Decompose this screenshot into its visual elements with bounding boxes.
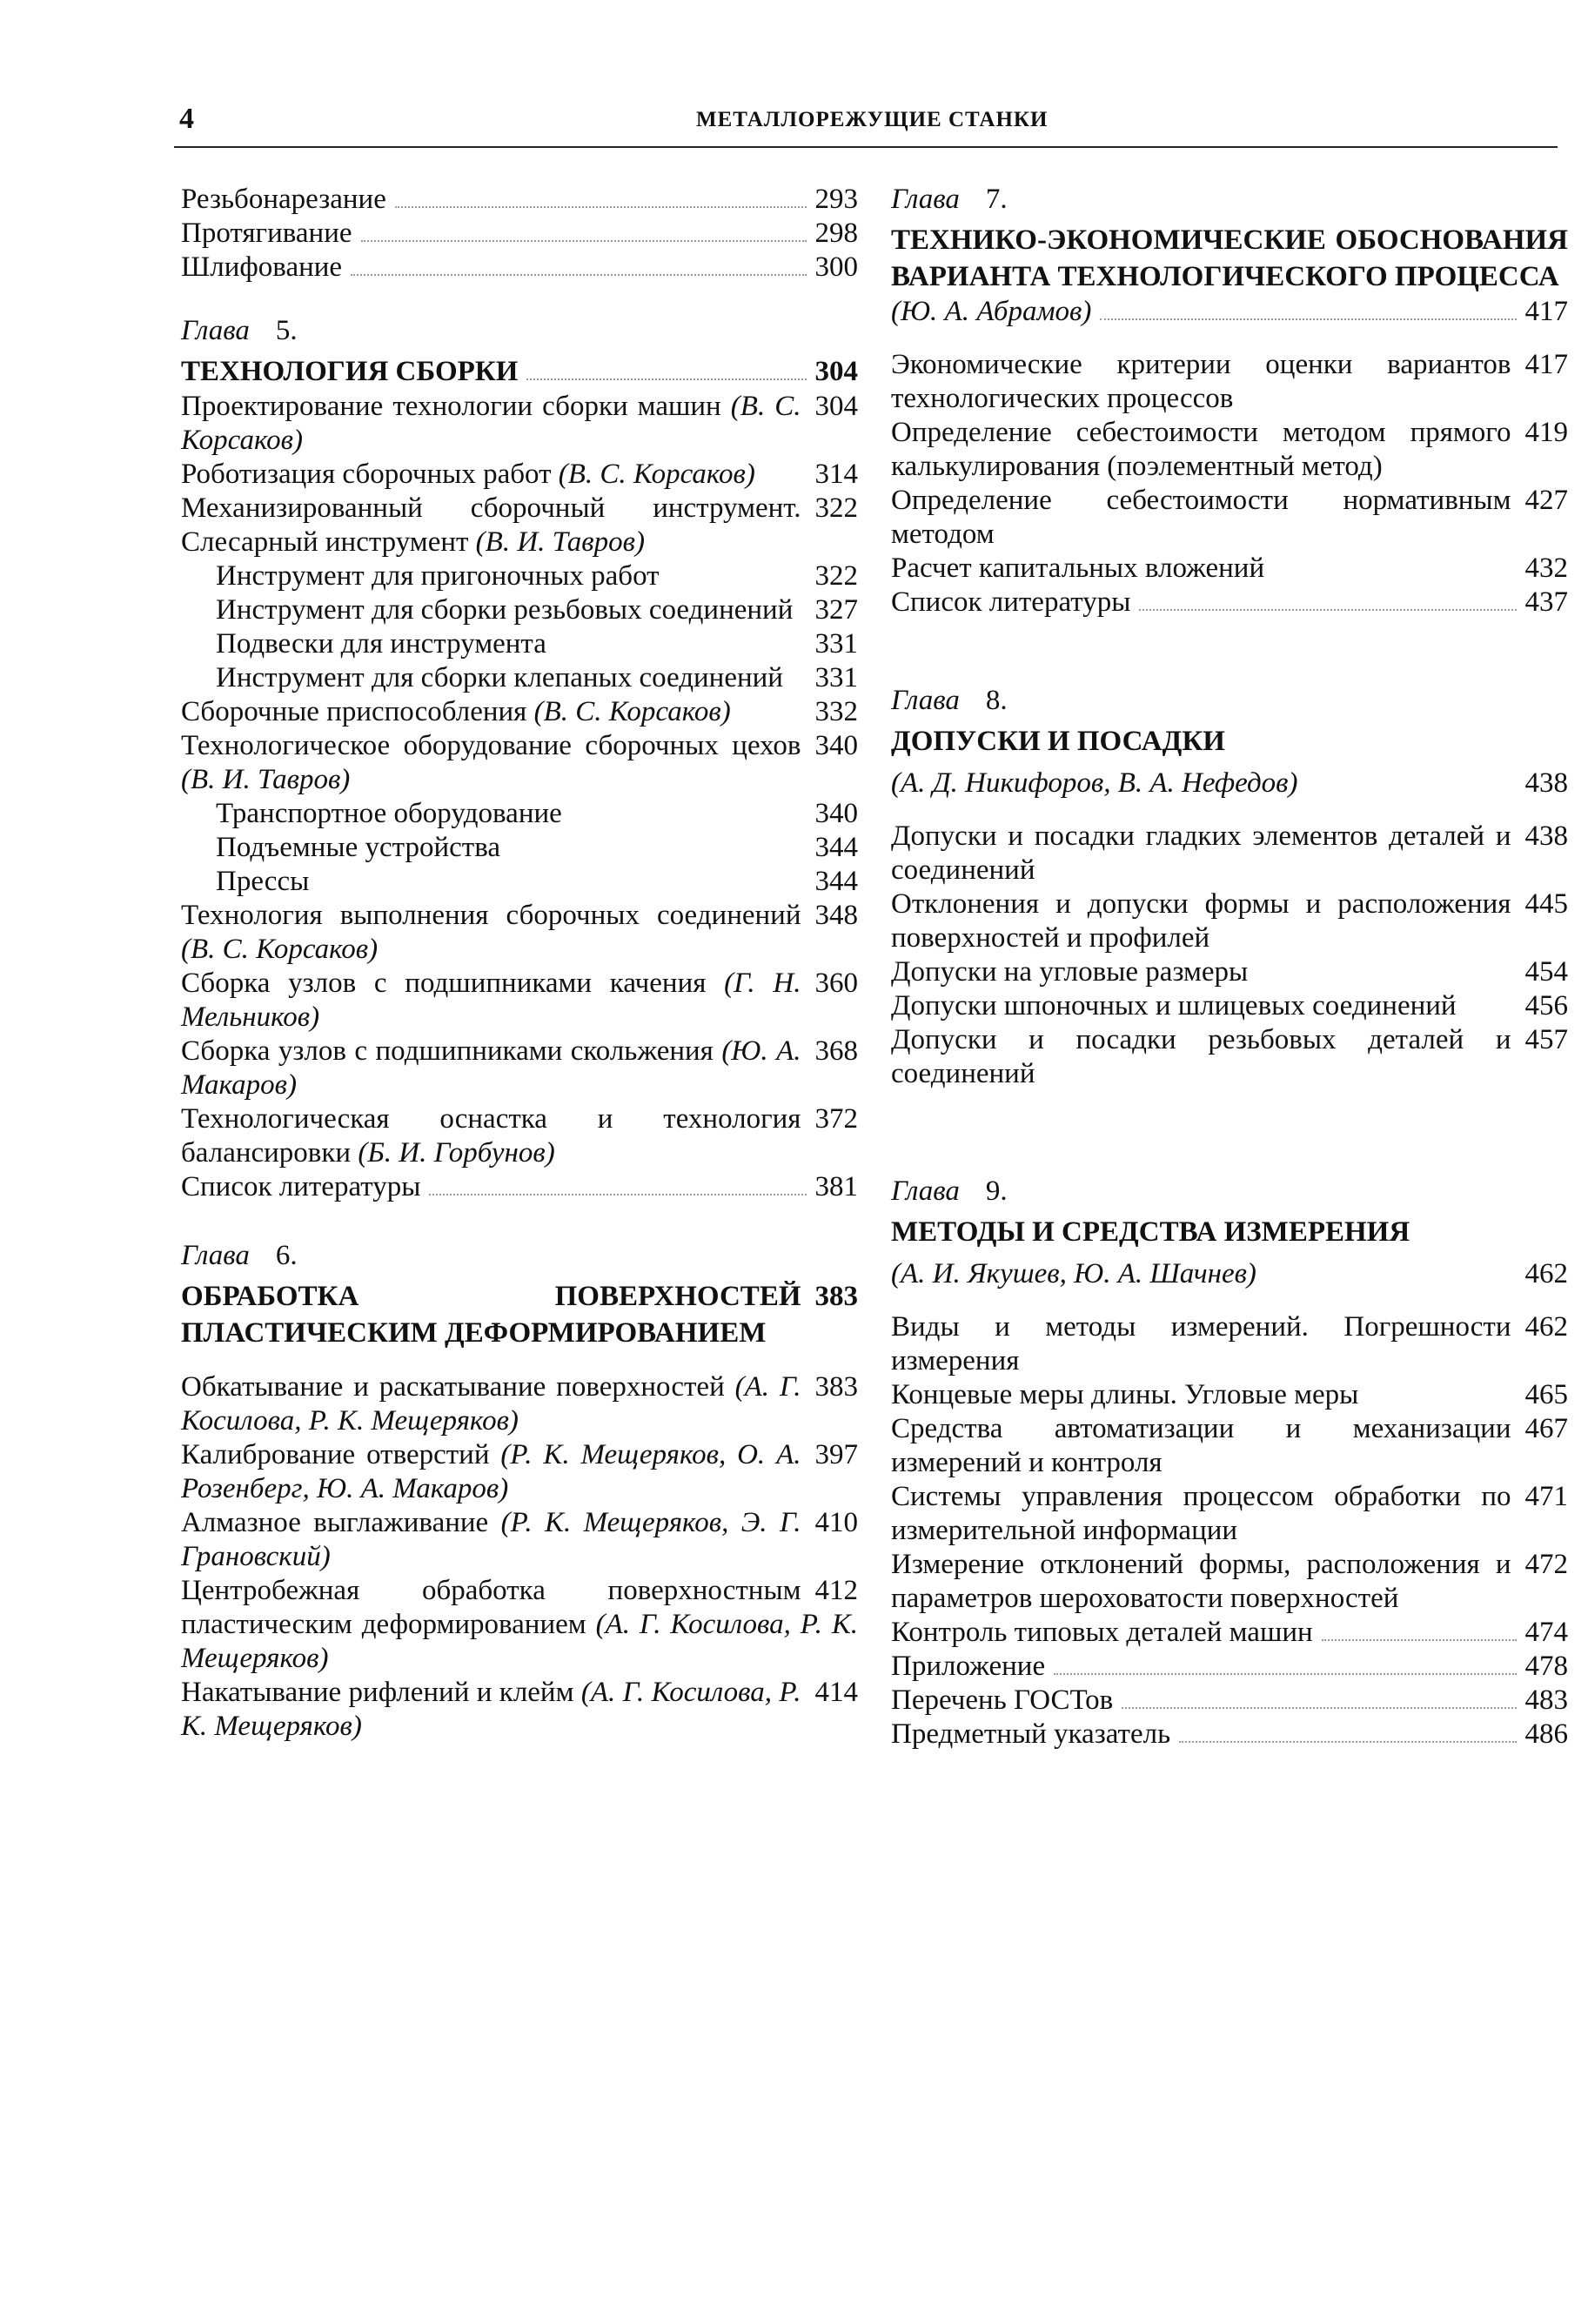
left-column bbox=[181, 183, 858, 1744]
chapter-title[interactable]: ТЕХНОЛОГИЯ СБОРКИ 304 bbox=[181, 356, 858, 387]
toc-entry[interactable]: 412 Центробежная обработка поверхностным пластическим деформированием (А. Г. Косилова, Р. К. Мещеряков) bbox=[181, 1575, 859, 1674]
toc-entry[interactable]: Список литературы 437 bbox=[891, 586, 1568, 618]
toc-entry[interactable]: Протягивание 298 bbox=[181, 218, 858, 249]
toc-subentry[interactable]: 344 Прессы bbox=[216, 866, 858, 897]
toc-entry[interactable]: 304 Проектирование технологии сборки машин (В. С. Корсаков) bbox=[181, 391, 858, 456]
toc-subentry[interactable]: 331 Инструмент для сборки клепаных соединений bbox=[216, 662, 858, 693]
page-number: 4 bbox=[179, 103, 194, 135]
toc-entry[interactable]: 340 Технологическое оборудование сборочных цехов (В. И. Тавров) bbox=[181, 730, 858, 795]
chapter-title[interactable]: 383 ОБРАБОТКА ПОВЕРХНОСТЕЙ ПЛАСТИЧЕСКИМ ДЕФОРМИРОВАНИЕМ bbox=[181, 1281, 858, 1349]
chapter-author[interactable]: 462 (А. И. Якушев, Ю. А. Шачнев) bbox=[891, 1258, 1568, 1289]
toc-entry[interactable]: 467 Средства автоматизации и механизации измерений и контроля bbox=[891, 1413, 1568, 1478]
chapter-title[interactable]: ДОПУСКИ И ПОСАДКИ bbox=[891, 726, 1225, 757]
toc-entry[interactable]: 457 Допуски и посадки резьбовых деталей и соединений bbox=[891, 1024, 1568, 1089]
toc-entry[interactable]: 454 Допуски на угловые размеры bbox=[891, 956, 1568, 988]
chapter-title[interactable]: ТЕХНИКО-ЭКОНОМИЧЕСКИЕ ОБОСНОВАНИЯ ВАРИАНТА ТЕХНОЛОГИЧЕСКОГО ПРОЦЕССА bbox=[891, 224, 1568, 292]
page-header bbox=[174, 103, 1558, 148]
toc-entry[interactable]: 314 Роботизация сборочных работ (В. С. Корсаков) bbox=[181, 459, 858, 490]
toc-entry[interactable]: 383 Обкатывание и раскатывание поверхностей (А. Г. Косилова, Р. К. Мещеряков) bbox=[181, 1371, 858, 1437]
toc-entry[interactable]: 427 Определение себестоимости нормативным методом bbox=[891, 485, 1568, 550]
toc-entry[interactable]: Список литературы 381 bbox=[181, 1171, 858, 1202]
toc-subentry[interactable]: 344 Подъемные устройства bbox=[216, 832, 858, 863]
chapter-label: Глава 6. bbox=[181, 1240, 298, 1271]
chapter-label: Глава 8. bbox=[891, 685, 1008, 716]
chapter-label: Глава 7. bbox=[891, 184, 1008, 215]
chapter-label: Глава 5. bbox=[181, 315, 298, 346]
header-rule bbox=[174, 146, 1558, 148]
toc-entry[interactable]: 462 Виды и методы измерений. Погрешности измерения bbox=[891, 1311, 1568, 1376]
toc-entry[interactable]: Перечень ГОСТов 483 bbox=[891, 1684, 1568, 1716]
toc-entry[interactable]: 348 Технология выполнения сборочных соединений (В. С. Корсаков) bbox=[181, 900, 858, 965]
toc-subentry[interactable]: 322 Инструмент для пригоночных работ bbox=[216, 560, 858, 592]
running-title: МЕТАЛЛОРЕЖУЩИЕ СТАНКИ bbox=[696, 108, 1049, 131]
toc-subentry[interactable]: 340 Транспортное оборудование bbox=[216, 798, 858, 829]
toc-entry[interactable]: 432 Расчет капитальных вложений bbox=[891, 553, 1568, 584]
toc-entry[interactable]: Приложение 478 bbox=[891, 1651, 1568, 1682]
toc-entry[interactable]: 372 Технологическая оснастка и технология балансировки (Б. И. Горбунов) bbox=[181, 1103, 858, 1169]
chapter-author[interactable]: 438 (А. Д. Никифоров, В. А. Нефедов) bbox=[891, 767, 1568, 799]
toc-entry[interactable]: 465 Концевые меры длины. Угловые меры bbox=[891, 1379, 1568, 1410]
toc-entry[interactable]: 456 Допуски шпоночных и шлицевых соединений bbox=[891, 990, 1568, 1021]
toc-entry[interactable]: 419 Определение себестоимости методом прямого калькулирования (поэлементный метод) bbox=[891, 417, 1568, 482]
toc-entry[interactable]: 368 Сборка узлов с подшипниками скольжения (Ю. А. Макаров) bbox=[181, 1035, 858, 1101]
toc-entry[interactable]: Контроль типовых деталей машин 474 bbox=[891, 1617, 1568, 1648]
toc-entry[interactable]: 417 Экономические критерии оценки вариантов технологических процессов bbox=[891, 349, 1568, 414]
toc-entry[interactable]: 410 Алмазное выглаживание (Р. К. Мещеряков, Э. Г. Грановский) bbox=[181, 1507, 858, 1572]
toc-entry[interactable]: 322 Механизированный сборочный инструмент. Слесарный инструмент (В. И. Тавров) bbox=[181, 492, 858, 558]
toc-entry[interactable]: Предметный указатель 486 bbox=[891, 1718, 1568, 1750]
toc-entry[interactable]: 414 Накатывание рифлений и клейм (А. Г. Косилова, Р. К. Мещеряков) bbox=[181, 1677, 858, 1742]
toc-entry[interactable]: 438 Допуски и посадки гладких элементов деталей и соединений bbox=[891, 820, 1568, 886]
chapter-label: Глава 9. bbox=[891, 1175, 1008, 1207]
toc-entry[interactable]: 360 Сборка узлов с подшипниками качения (Г. Н. Мельников) bbox=[181, 968, 858, 1033]
toc-entry[interactable]: Резьбонарезание 293 bbox=[181, 184, 858, 215]
toc-entry[interactable]: Шлифование 300 bbox=[181, 251, 858, 283]
toc-entry[interactable]: 445 Отклонения и допуски формы и расположения поверхностей и профилей bbox=[891, 888, 1568, 954]
toc-subentry[interactable]: 331 Подвески для инструмента bbox=[216, 628, 858, 660]
toc-subentry[interactable]: 327 Инструмент для сборки резьбовых соединений bbox=[216, 594, 858, 626]
right-column bbox=[891, 183, 1568, 1751]
chapter-title[interactable]: МЕТОДЫ И СРЕДСТВА ИЗМЕРЕНИЯ bbox=[891, 1216, 1410, 1248]
toc-entry[interactable]: 397 Калибрование отверстий (Р. К. Мещеряков, О. А. Розенберг, Ю. А. Макаров) bbox=[181, 1439, 858, 1504]
toc-entry[interactable]: 471 Системы управления процессом обработки по измерительной информации bbox=[891, 1481, 1568, 1546]
chapter-author[interactable]: (Ю. А. Абрамов) 417 bbox=[891, 296, 1568, 327]
toc-entry[interactable]: 332 Сборочные приспособления (В. С. Корсаков) bbox=[181, 696, 858, 727]
toc-entry[interactable]: 472 Измерение отклонений формы, расположения и параметров шероховатости поверхностей bbox=[891, 1549, 1568, 1614]
